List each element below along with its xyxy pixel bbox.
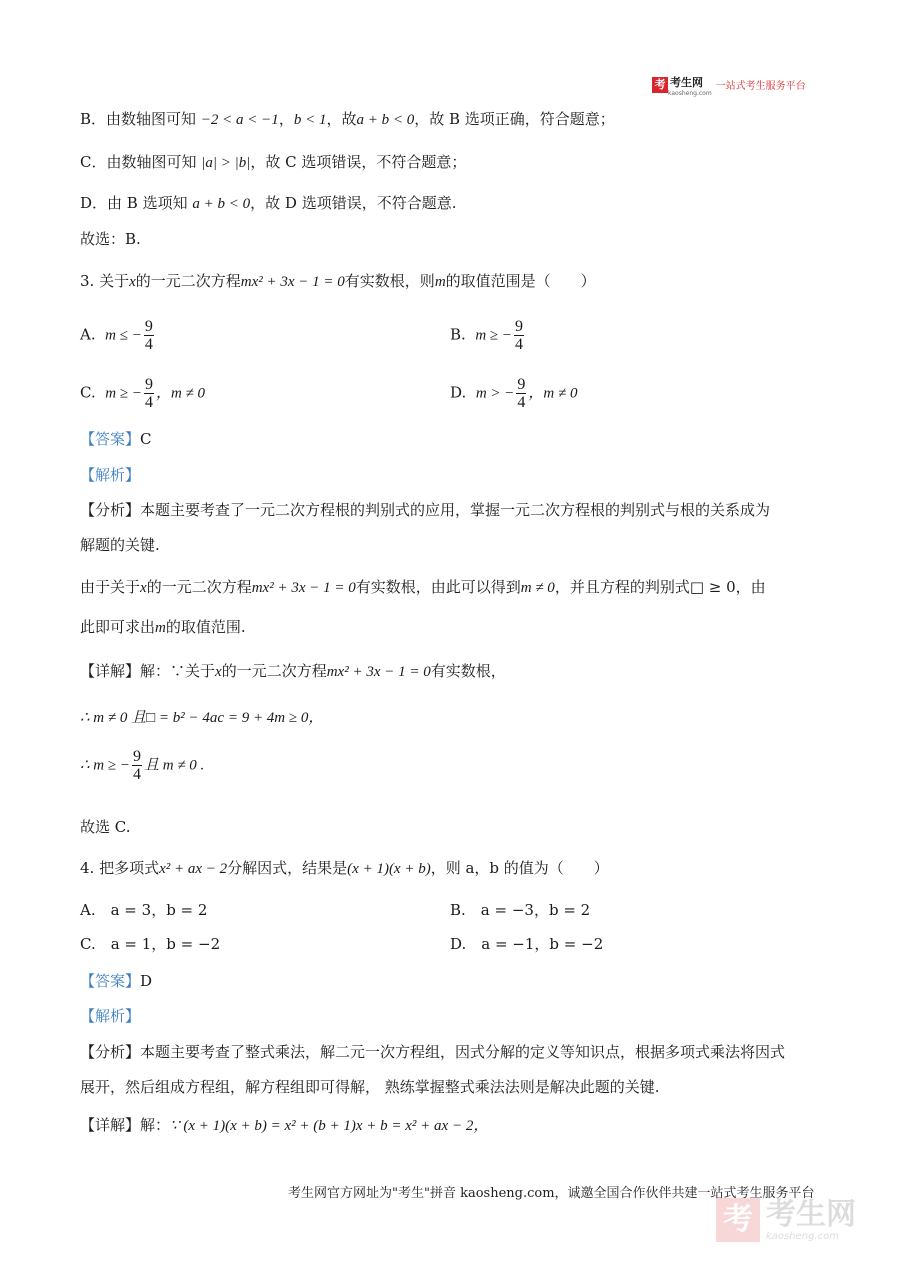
math: ∵ (x + 1)(x + b) = x² + (b + 1)x + b = x² + ax − 2， [170, 1118, 489, 1134]
numerator: 9 [515, 318, 524, 335]
fraction [516, 376, 526, 411]
detail-tag: 【详解】 [80, 662, 141, 680]
math: x [129, 274, 136, 290]
q3-answer [80, 428, 152, 449]
prev-option-c-analysis [80, 151, 466, 172]
math: mx² + 3x − 1 = 0 [326, 664, 431, 680]
math: ，m ≠ 0 [528, 385, 578, 402]
text: 本题主要考查了一元二次方程根的判别式的应用，掌握一元二次方程根的判别式与根的关系成为 [140, 501, 771, 519]
text: 的一元二次方程 [146, 578, 252, 596]
text: 有实数根，由此可以得到 [355, 578, 521, 596]
math: −2 < a < −1 [200, 112, 279, 128]
q4-fenxi-line2: 展开，然后组成方程组，解方程组即可得解， 熟练掌握整式乘法法则是解决此题的关键. [80, 1078, 660, 1096]
math: b < 1 [293, 112, 327, 128]
math: ，m ≠ 0 [155, 385, 206, 402]
text: 本题主要考查了整式乘法，解二元一次方程组，因式分解的定义等知识点，根据多项式乘法将因式 [140, 1043, 786, 1061]
q3-fenxi-line2: 解题的关键. [80, 536, 160, 554]
q4-option-c: C. a = 1，b = −2 [80, 935, 221, 953]
prev-option-b-analysis [80, 108, 615, 129]
q4-option-a: A. a = 3，b = 2 [80, 901, 208, 919]
q3-option-d [450, 376, 577, 411]
watermark [716, 1198, 856, 1242]
q4-stem [80, 857, 609, 878]
q3-detail-line1 [80, 660, 506, 681]
q4-option-b: B. a = −3，b = 2 [450, 901, 591, 919]
denominator: 4 [515, 336, 524, 353]
q4-analysis-heading [80, 1005, 140, 1026]
text: 有实数根， [430, 662, 506, 680]
watermark-logo-icon: 考 [716, 1198, 760, 1242]
text: C．由数轴图可知 [80, 153, 197, 171]
math: m ≥ − [105, 385, 142, 402]
text: D．由 B 选项知 [80, 194, 188, 212]
denominator: 4 [144, 336, 153, 353]
denominator: 4 [517, 394, 526, 411]
fraction [144, 376, 154, 411]
math: (x + 1)(x + b) [347, 861, 431, 877]
denominator: 4 [144, 394, 153, 411]
text: 有实数根，则 [344, 272, 435, 290]
numerator: 9 [132, 748, 141, 765]
math: m [155, 620, 166, 636]
answer-value: D [140, 972, 153, 990]
math: a + b < 0 [192, 196, 251, 212]
answer-tag: 【答案】 [80, 430, 141, 448]
math: m > − [475, 385, 515, 402]
denominator: 4 [132, 766, 141, 783]
watermark-name: 考生网 [766, 1196, 856, 1232]
detail-tag: 【详解】 [80, 1116, 141, 1134]
math: m [434, 274, 446, 290]
option-label: B. [450, 325, 466, 344]
text: ，则 a，b 的值为（ ） [430, 859, 609, 877]
q3-choice: 故选 C. [80, 818, 131, 836]
q4-detail-line1 [80, 1114, 488, 1135]
watermark-url: kaosheng.com [766, 1230, 839, 1242]
brand-logo-icon: 考 [652, 77, 668, 93]
text: ，故 B 选项正确，符合题意； [414, 110, 615, 128]
math: mx² + 3x − 1 = 0 [251, 580, 356, 596]
brand-name: 考生网 [670, 76, 703, 89]
q4-fenxi-line1 [80, 1041, 785, 1062]
analysis-tag: 【解析】 [80, 1007, 141, 1025]
q3-step1 [80, 706, 323, 727]
footer-note: 考生网官方网址为"考生"拼音 kaosheng.com，诚邀全国合作伙伴共建一站式考生服务平台 [288, 1186, 815, 1201]
text: 4. 把多项式 [80, 859, 160, 877]
header-brand [652, 72, 806, 97]
q3-option-c [80, 376, 205, 411]
q3-reason-line1 [80, 576, 766, 597]
q3-stem [80, 270, 596, 291]
fraction [144, 318, 154, 353]
math: mx² + 3x − 1 = 0 [240, 274, 345, 290]
q3-fenxi-line1 [80, 499, 770, 520]
q3-analysis-heading [80, 464, 140, 485]
numerator: 9 [144, 376, 153, 393]
text: 分解因式，结果是 [227, 859, 348, 877]
brand-slogan: 一站式考生服务平台 [715, 81, 806, 92]
fenxi-tag: 【分析】 [80, 1043, 141, 1061]
answer-tag: 【答案】 [80, 972, 141, 990]
option-label: D. [450, 383, 467, 402]
text: ，并且方程的判别式□ ≥ 0，由 [554, 578, 766, 596]
q3-step2 [80, 748, 204, 783]
option-label: C. [80, 383, 96, 402]
text: 此即可求出 [80, 618, 156, 636]
numerator: 9 [517, 376, 526, 393]
prev-option-d-analysis [80, 192, 456, 213]
q4-option-d: D. a = −1，b = −2 [450, 935, 604, 953]
math: x [140, 580, 147, 596]
q3-reason-line2 [80, 616, 246, 637]
text: ，故 D 选项错误，不符合题意. [250, 194, 457, 212]
math: ∴ m ≥ − [80, 757, 130, 774]
watermark-text [766, 1196, 856, 1242]
text: B．由数轴图可知 [80, 110, 197, 128]
text: 解： [140, 1116, 171, 1134]
text: ，故 C 选项错误，不符合题意； [250, 153, 467, 171]
math: m ≠ 0 [520, 580, 555, 596]
q3-option-b [450, 318, 526, 353]
option-label: A. [80, 325, 96, 344]
math: m ≤ − [105, 327, 142, 344]
math: x² + ax − 2 [159, 861, 228, 877]
prev-choice: 故选：B. [80, 230, 141, 248]
text: 的一元二次方程 [221, 662, 327, 680]
text: 的取值范围. [165, 618, 246, 636]
text: 由于关于 [80, 578, 141, 596]
text: 的一元二次方程 [135, 272, 241, 290]
text: ， [278, 110, 294, 128]
text: 解：∵关于 [140, 662, 216, 680]
brand-url: kaosheng.com [668, 90, 712, 97]
fraction [132, 748, 142, 783]
math: |a| > |b| [201, 155, 251, 171]
answer-value: C [140, 430, 152, 448]
math: a + b < 0 [356, 112, 415, 128]
math: m ≥ − [475, 327, 513, 344]
fenxi-tag: 【分析】 [80, 501, 141, 519]
q3-option-a [80, 318, 156, 353]
numerator: 9 [144, 318, 153, 335]
math: x [215, 664, 222, 680]
text: ，故 [326, 110, 357, 128]
analysis-tag: 【解析】 [80, 466, 141, 484]
text: 3. 关于 [80, 272, 130, 290]
text: 的取值范围是（ ） [445, 272, 596, 290]
math: ∴ m ≠ 0 且□ = b² − 4ac = 9 + 4m ≥ 0， [80, 710, 324, 726]
fraction [514, 318, 524, 353]
q4-answer [80, 970, 152, 991]
math: 且 m ≠ 0 . [143, 757, 205, 774]
brand-name-block [668, 72, 712, 97]
